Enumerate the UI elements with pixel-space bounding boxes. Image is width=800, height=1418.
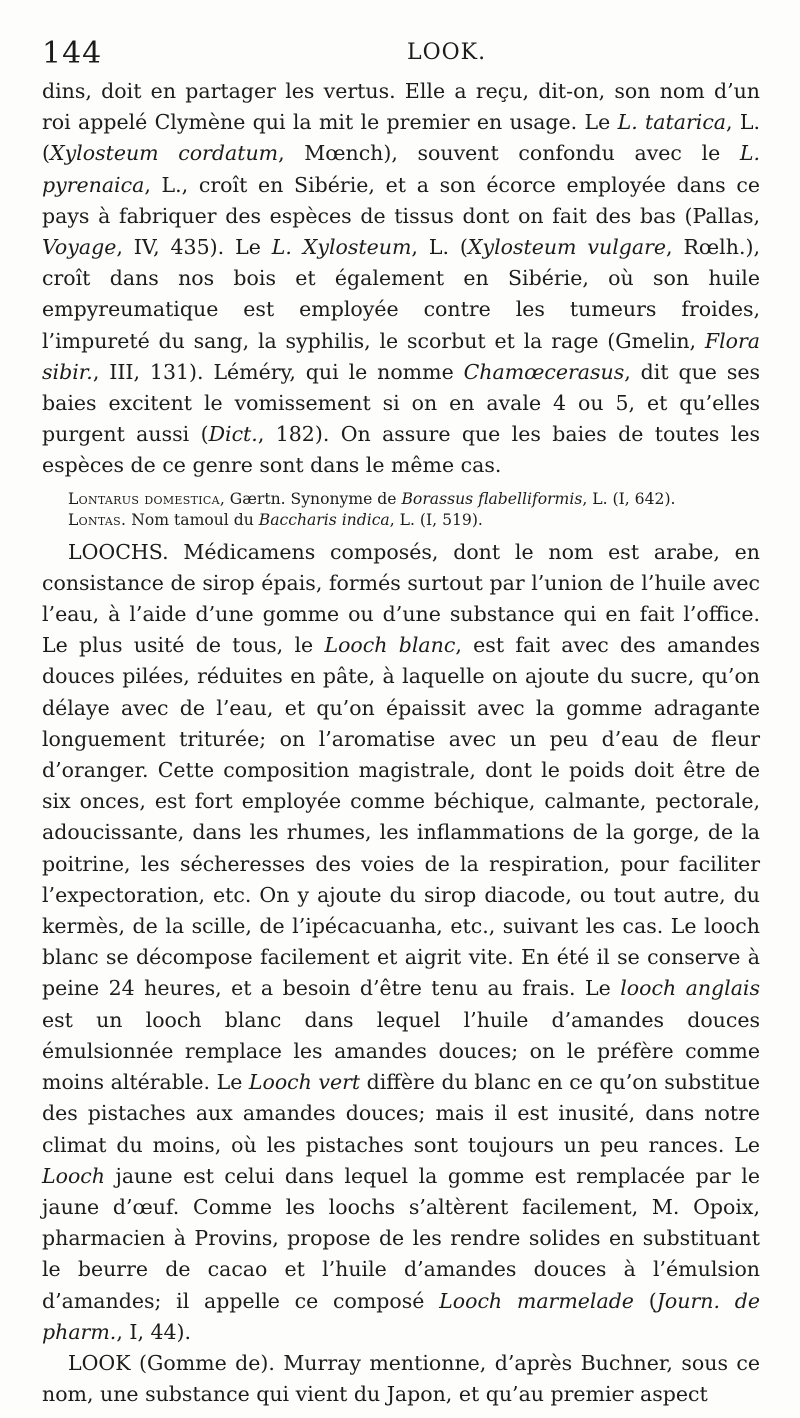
entry-headword: Lontas. xyxy=(68,510,127,529)
continuation-paragraph: dins, doit en partager les vertus. Elle a reçu, dit-on, son nom d’un roi appelé Clymène qui la mit le premier en usage. Le L. tatarica, L. (Xylosteum cordatum, Mœnch), souvent confondu avec le L. pyrenaica, L., croît en Sibérie, et a son écorce employée dans ce pays à fabriquer des espèces de tissus dont on fait des bas (Pallas, Voyage, IV, 435). Le L. Xylosteum, L. (Xylosteum vulgare, Rœlh.), croît dans nos bois et également en Sibérie, où son huile empyreumatique est employée contre les tumeurs froides, l’impureté du sang, la syphilis, le scorbut et la rage (Gmelin, Flora sibir., III, 131). Léméry, qui le nomme Chamœcerasus, dit que ses baies excitent le vomissement si on en avale 4 ou 5, et qu’elles purgent aussi (Dict., 182). On assure que les baies de toutes les espèces de ce genre sont dans le même cas. xyxy=(42,79,760,478)
short-entries xyxy=(42,489,760,531)
page-header xyxy=(42,36,762,76)
running-title: LOOK. xyxy=(407,40,487,65)
entry-loochs: LOOCHS. Médicamens composés, dont le nom est arabe, en consistance de sirop épais, formés surtout par l’union de l’huile avec l’eau, à l’aide d’une gomme ou d’une substance qui en fait l’office. Le plus usité de tous, le Looch blanc, est fait avec des amandes douces pilées, réduites en pâte, à laquelle on ajoute du sucre, qu’on délaye avec de l’eau, et qu’on épaissit avec la gomme adragante longuement triturée; on l’aromatise avec un peu d’eau de fleur d’oranger. Cette composition magistrale, dont le poids doit être de six onces, est fort employée comme béchique, calmante, pectorale, adoucissante, dans les rhumes, les inflammations de la gorge, de la poitrine, les sécheresses des voies de la respiration, pour faciliter l’expectoration, etc. On y ajoute du sirop diacode, ou tout autre, du kermès, de la scille, de l’ipécacuanha, etc., suivant les cas. Le looch blanc se décompose facilement et aigrit vite. En été il se conserve à peine 24 heures, et a besoin d’être tenu au frais. Le looch anglais est un looch blanc dans lequel l’huile d’amandes douces émulsionnée remplace les amandes douces; on le préfère comme moins altérable. Le Looch vert diffère du blanc en ce qu’on substitue des pistaches aux amandes douces; mais il est inusité, dans notre climat du moins, où les pistaches sont toujours un peu rances. Le Looch jaune est celui dans lequel la gomme est remplacée par le jaune d’œuf. Comme les loochs s’altèrent facilement, M. Opoix, pharmacien à Provins, propose de les rendre solides en substituant le beurre de cacao et l’huile d’amandes douces à l’émulsion d’amandes; il appelle ce composé Looch marmelade (Journ. de pharm., I, 44). xyxy=(42,539,761,1344)
entry-headword: Lontarus domestica xyxy=(68,489,220,508)
page-number: 144 xyxy=(42,36,103,71)
entry-headword: LOOCHS. xyxy=(68,539,169,564)
entry-lontarus: Lontarus domestica, Gærtn. Synonyme de Borassus flabelliformis, L. (I, 642). xyxy=(68,489,676,508)
entry-look: LOOK (Gomme de). Murray mentionne, d’après Buchner, sous ce nom, une substance qui vient du Japon, et qu’au premier aspect xyxy=(42,1350,760,1407)
page-body xyxy=(42,76,760,1410)
entry-lontas: Lontas. Nom tamoul du Baccharis indica, L. (I, 519). xyxy=(68,510,483,529)
entry-headword: LOOK xyxy=(68,1350,131,1375)
